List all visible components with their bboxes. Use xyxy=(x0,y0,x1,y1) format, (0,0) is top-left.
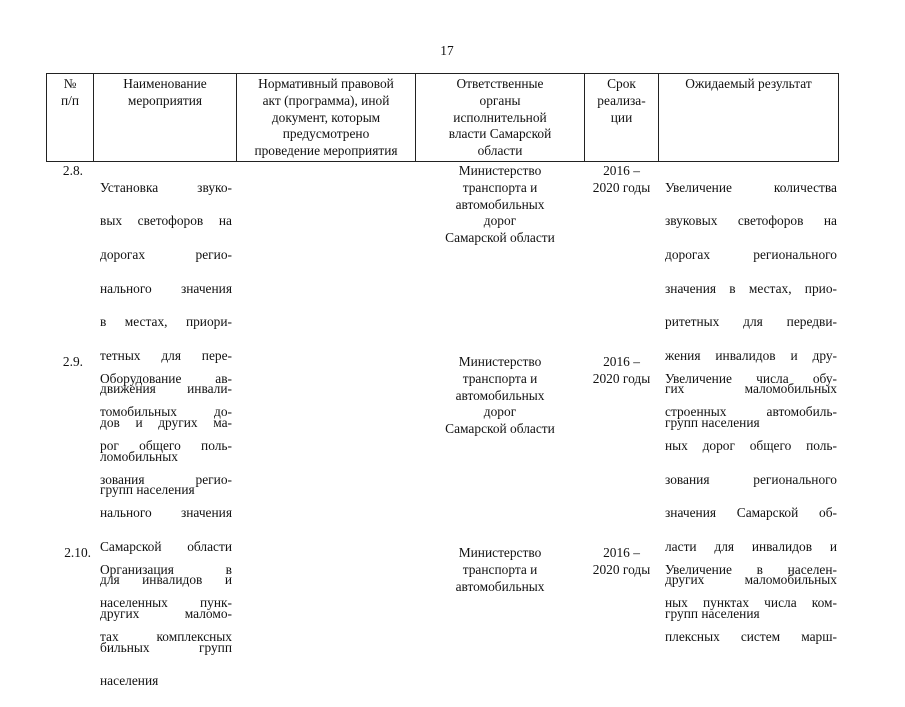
column-divider xyxy=(838,73,839,162)
result-line: ных пунктах числа ком- xyxy=(665,595,837,611)
result-line: Увеличение количества xyxy=(665,179,837,195)
result-line: звуковых светофоров на xyxy=(665,213,837,229)
row-number: 2.10. xyxy=(64,545,91,560)
row-term: 2016 – 2020 годы xyxy=(592,163,651,195)
result-line: жения инвалидов и дру- xyxy=(665,347,837,363)
result-line: других маломобильных xyxy=(665,572,837,588)
result-line: зования регионального xyxy=(665,471,837,487)
row-term: 2016 – 2020 годы xyxy=(592,354,651,386)
name-line: ломобильных xyxy=(100,448,178,464)
result-line: ласти для инвалидов и xyxy=(665,538,837,554)
name-line: Самарской области xyxy=(100,538,232,554)
name-line: для инвалидов и xyxy=(100,572,232,588)
page-number: 17 xyxy=(440,43,454,58)
result-line: групп населения xyxy=(665,605,760,621)
result-line: групп населения xyxy=(665,414,760,430)
result-line: значения Самарской об- xyxy=(665,505,837,521)
name-line: нального значения xyxy=(100,280,232,296)
table-top-border xyxy=(46,73,839,74)
name-line: Установка звуко- xyxy=(100,179,232,195)
row-name xyxy=(100,545,232,663)
header-number: № п/п xyxy=(60,76,80,108)
name-line: групп населения xyxy=(100,482,195,498)
result-line: строенных автомобиль- xyxy=(665,404,837,420)
header-term: Срок реализа- ции xyxy=(597,76,646,125)
name-line: дорогах регио- xyxy=(100,246,232,262)
result-line: Увеличение в населен- xyxy=(665,561,837,577)
row-term: 2016 – 2020 годы xyxy=(592,545,651,577)
result-line: ритетных для передви- xyxy=(665,314,837,330)
result-line: Увеличение числа обу- xyxy=(665,370,837,386)
name-line: движения инвали- xyxy=(100,381,232,397)
row-authority: Министерство транспорта и автомобильных дорог Самарской области xyxy=(445,163,555,246)
row-number: 2.9. xyxy=(62,354,83,369)
table-header-bottom-border xyxy=(46,161,839,162)
row-number: 2.8. xyxy=(62,163,83,178)
header-result: Ожидаемый результат xyxy=(685,76,812,91)
result-line: гих маломобильных xyxy=(665,381,837,397)
row-authority: Министерство транспорта и автомобильных xyxy=(455,545,545,594)
result-line: значения в местах, прио- xyxy=(665,280,837,296)
name-line: населения xyxy=(100,673,159,689)
name-line: вых светофоров на xyxy=(100,213,232,229)
name-line: нального значения xyxy=(100,505,232,521)
name-line: в местах, приори- xyxy=(100,314,232,330)
name-line: тетных для пере- xyxy=(100,347,232,363)
result-line: дорогах регионального xyxy=(665,246,837,262)
name-line: зования регио- xyxy=(100,471,232,487)
result-line: плексных систем марш- xyxy=(665,628,837,644)
row-result xyxy=(665,545,837,663)
row-authority: Министерство транспорта и автомобильных дорог Самарской области xyxy=(445,354,555,437)
header-document: Нормативный правовой акт (программа), иной документ, которым предусмотрено проведение мероприятия xyxy=(254,76,398,159)
name-line: других маломо- xyxy=(100,605,232,621)
name-line: населенных пунк- xyxy=(100,595,232,611)
name-line: дов и других ма- xyxy=(100,414,232,430)
name-line: бильных групп xyxy=(100,639,232,655)
name-line: Организация в xyxy=(100,561,232,577)
name-line: томобильных до- xyxy=(100,404,232,420)
result-line: ных дорог общего поль- xyxy=(665,437,837,453)
name-line: рог общего поль- xyxy=(100,437,232,453)
header-name: Наименование мероприятия xyxy=(123,76,207,108)
header-authority: Ответственные органы исполнительной власти Самарской области xyxy=(448,76,552,159)
name-line: Оборудование ав- xyxy=(100,370,232,386)
name-line: тах комплексных xyxy=(100,628,232,644)
